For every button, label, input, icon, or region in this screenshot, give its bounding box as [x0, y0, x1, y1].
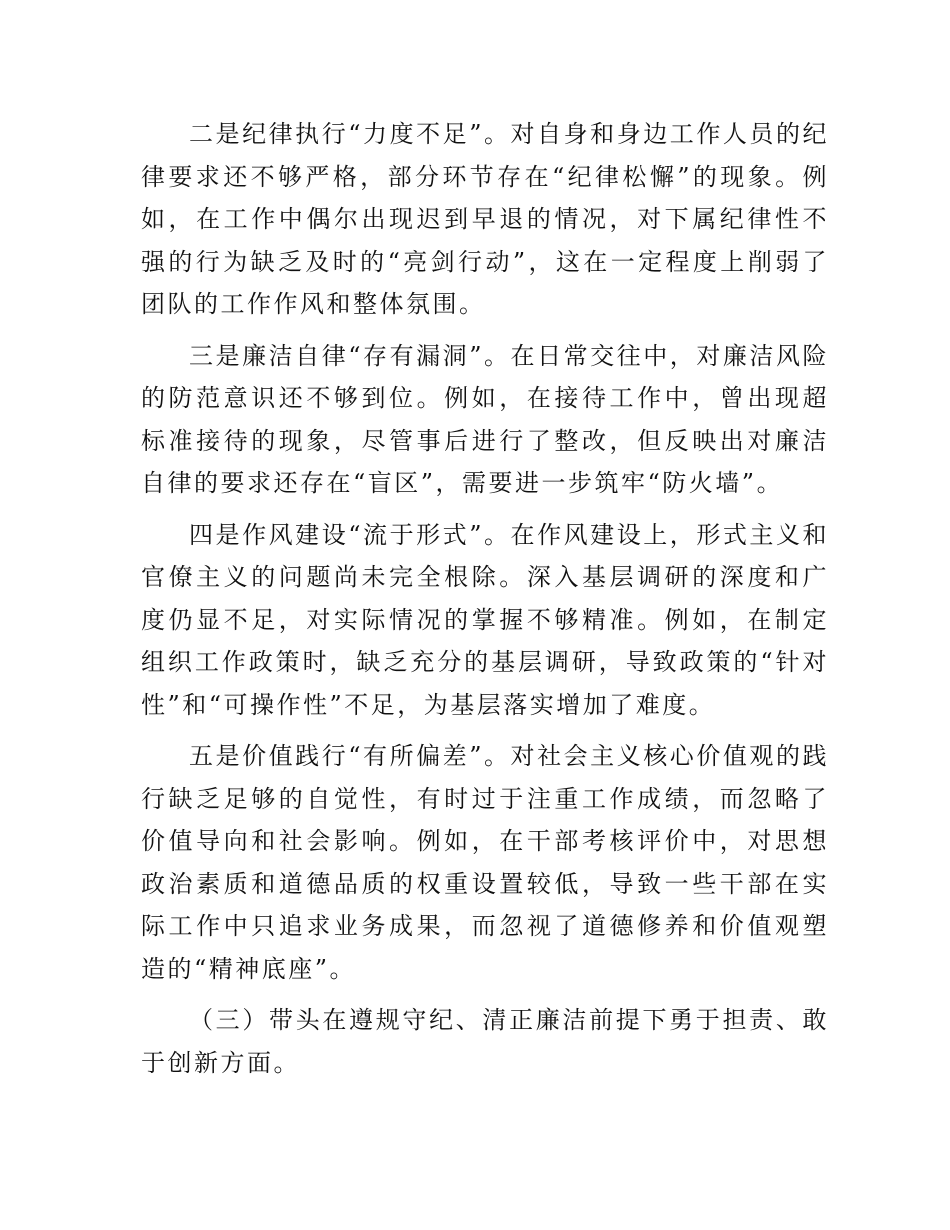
paragraph-discipline-enforcement: 二是纪律执行“力度不足”。对自身和身边工作人员的纪律要求还不够严格，部分环节存在“纪律松懈”的现象。例如，在工作中偶尔出现迟到早退的情况，对下属纪律性不强的行为缺乏及时的“亮剑行动”，这在一定程度上削弱了团队的工作作风和整体氛围。	[141, 120, 829, 318]
section-heading-three: （三）带头在遵规守纪、清正廉洁前提下勇于担责、敢于创新方面。	[141, 1006, 829, 1077]
paragraph-integrity-self-discipline: 三是廉洁自律“存有漏洞”。在日常交往中，对廉洁风险的防范意识还不够到位。例如，在接待工作中，曾出现超标准接待的现象，尽管事后进行了整改，但反映出对廉洁自律的要求还存在“盲区”，需要进一步筑牢“防火墙”。	[141, 341, 829, 497]
paragraph-work-style-building: 四是作风建设“流于形式”。在作风建设上，形式主义和官僚主义的问题尚未完全根除。深入基层调研的深度和广度仍显不足，对实际情况的掌握不够精准。例如，在制定组织工作政策时，缺乏充分的基层调研，导致政策的“针对性”和“可操作性”不足，为基层落实增加了难度。	[141, 520, 829, 719]
paragraph-value-practice: 五是价值践行“有所偏差”。对社会主义核心价值观的践行缺乏足够的自觉性，有时过于注重工作成绩，而忽略了价值导向和社会影响。例如，在干部考核评价中，对思想政治素质和道德品质的权重设置较低，导致一些干部在实际工作中只追求业务成果，而忽视了道德修养和价值观塑造的“精神底座”。	[141, 742, 829, 983]
document-body	[141, 113, 829, 1084]
